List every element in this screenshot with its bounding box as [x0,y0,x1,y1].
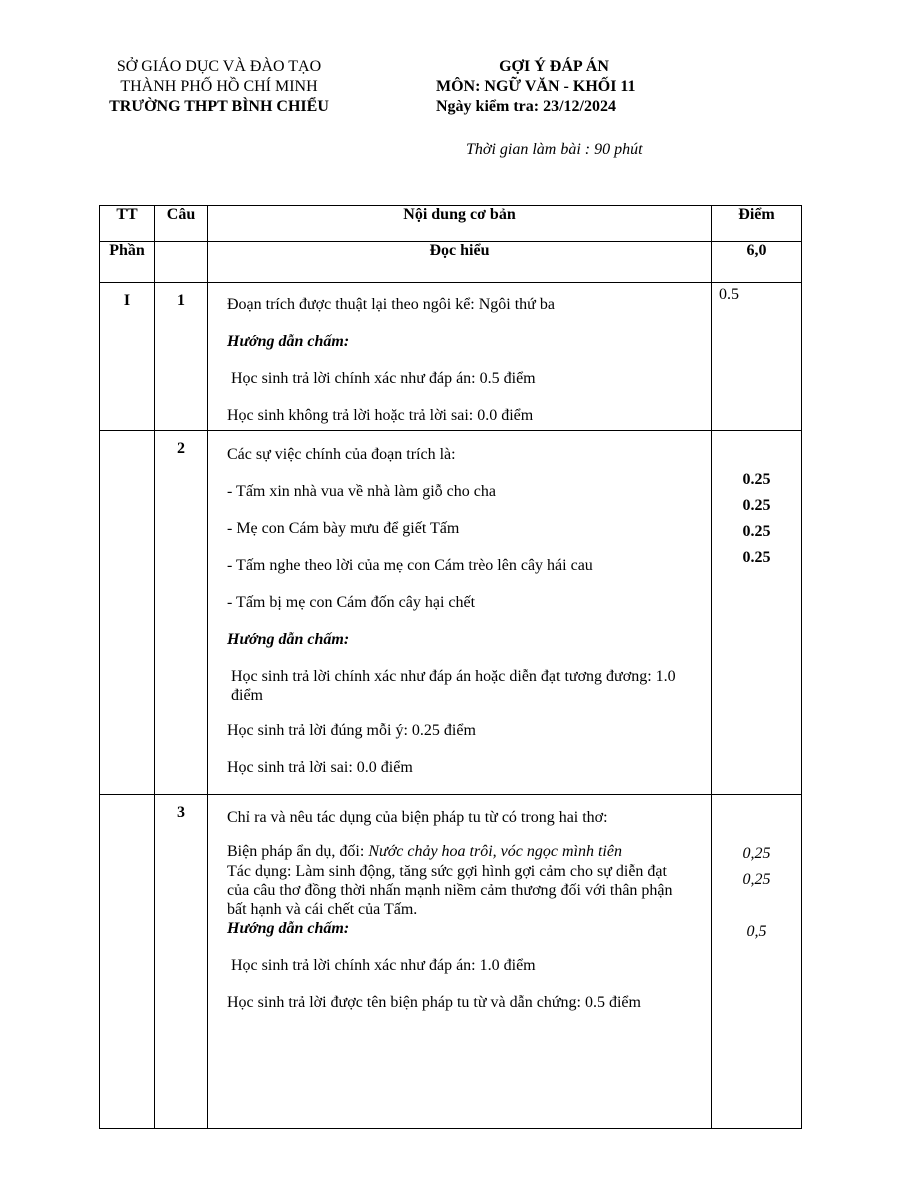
exam-date: Ngày kiểm tra: 23/12/2024 [436,98,616,115]
item-score: 0.25 [742,549,771,566]
question-content [208,431,712,795]
question-row-2 [100,431,802,795]
header-tt: TT [100,206,155,242]
guide-line: Học sinh trả lời đúng mỗi ý: 0.25 điểm [227,722,476,739]
device-line [227,842,693,861]
item-score: 0.25 [742,523,771,540]
device-label: Biện pháp ẩn dụ, đối: [227,843,369,860]
answer-item: - Mẹ con Cám bày mưu để giết Tấm [227,520,460,537]
question-content [208,795,712,1129]
question-row-1 [100,283,802,431]
guide-title: Hướng dẫn chấm: [227,920,350,937]
department-name: SỞ GIÁO DỤC VÀ ĐÀO TẠO [116,58,322,75]
answer-text: Đoạn trích được thuật lại theo ngôi kể: Ngôi thứ ba [227,296,555,313]
part-label: Phần [100,242,155,283]
question-row-3 [100,795,802,1129]
answer-intro: Chỉ ra và nêu tác dụng của biện pháp tu từ có trong hai thơ: [227,809,608,826]
answer-item: - Tấm xin nhà vua về nhà làm giỗ cho cha [227,483,496,500]
header-question: Câu [155,206,208,242]
exam-duration: Thời gian làm bài : 90 phút [466,141,643,158]
guide-line: Học sinh trả lời chính xác như đáp án: 0.5 điểm [231,370,536,387]
item-score: 0,5 [746,923,767,940]
item-score: 0.25 [742,471,771,488]
guide-title: Hướng dẫn chấm: [227,333,350,350]
guide-line: Học sinh trả lời chính xác như đáp án hoặc diễn đạt tương đương: 1.0 điểm [231,668,676,704]
device-example: Nước chảy hoa trôi, vóc ngọc mình tiên [368,843,622,860]
answer-intro: Các sự việc chính của đoạn trích là: [227,446,456,463]
table-header-row [100,206,802,242]
part-score: 6,0 [712,242,802,283]
guide-line: Học sinh trả lời chính xác như đáp án: 1.0 điểm [231,957,536,974]
header-score: Điểm [712,206,802,242]
guide-title: Hướng dẫn chấm: [227,631,350,648]
effect-text: Tác dụng: Làm sinh động, tăng sức gợi hình gợi cảm cho sự diễn đạt của câu thơ đồng thời nhấn mạnh niềm cảm thương đối với thân phận bất hạnh và cái chết của Tấm. [227,863,673,918]
question-content [208,283,712,431]
header-content: Nội dung cơ bản [208,206,712,242]
doc-title: GỢI Ý ĐÁP ÁN [499,58,609,75]
city-name: THÀNH PHỐ HỒ CHÍ MINH [120,78,318,95]
guide-line: Học sinh không trả lời hoặc trả lời sai: 0.0 điểm [227,407,534,424]
answer-item: - Tấm nghe theo lời của mẹ con Cám trèo lên cây hái cau [227,557,593,574]
subject-line: MÔN: NGỮ VĂN - KHỐI 11 [436,78,636,95]
question-scores [712,431,802,795]
question-scores [712,795,802,1129]
item-score: 0.25 [742,497,771,514]
department-header [74,57,364,117]
school-name: TRƯỜNG THPT BÌNH CHIỂU [109,98,329,115]
question-number: 3 [155,795,208,1129]
question-number: 2 [155,431,208,795]
item-score: 0,25 [742,871,771,888]
guide-line: Học sinh trả lời được tên biện pháp tu từ và dẫn chứng: 0.5 điểm [227,994,641,1011]
part-title: Đọc hiểu [208,242,712,283]
item-score: 0,25 [742,845,771,862]
answer-item: - Tấm bị mẹ con Cám đốn cây hại chết [227,594,476,611]
section-number: I [100,283,155,431]
guide-line: Học sinh trả lời sai: 0.0 điểm [227,759,413,776]
exam-header [436,57,756,117]
part-row [100,242,802,283]
question-number: 1 [155,283,208,431]
answer-table [99,205,802,1129]
question-score: 0.5 [712,283,802,431]
